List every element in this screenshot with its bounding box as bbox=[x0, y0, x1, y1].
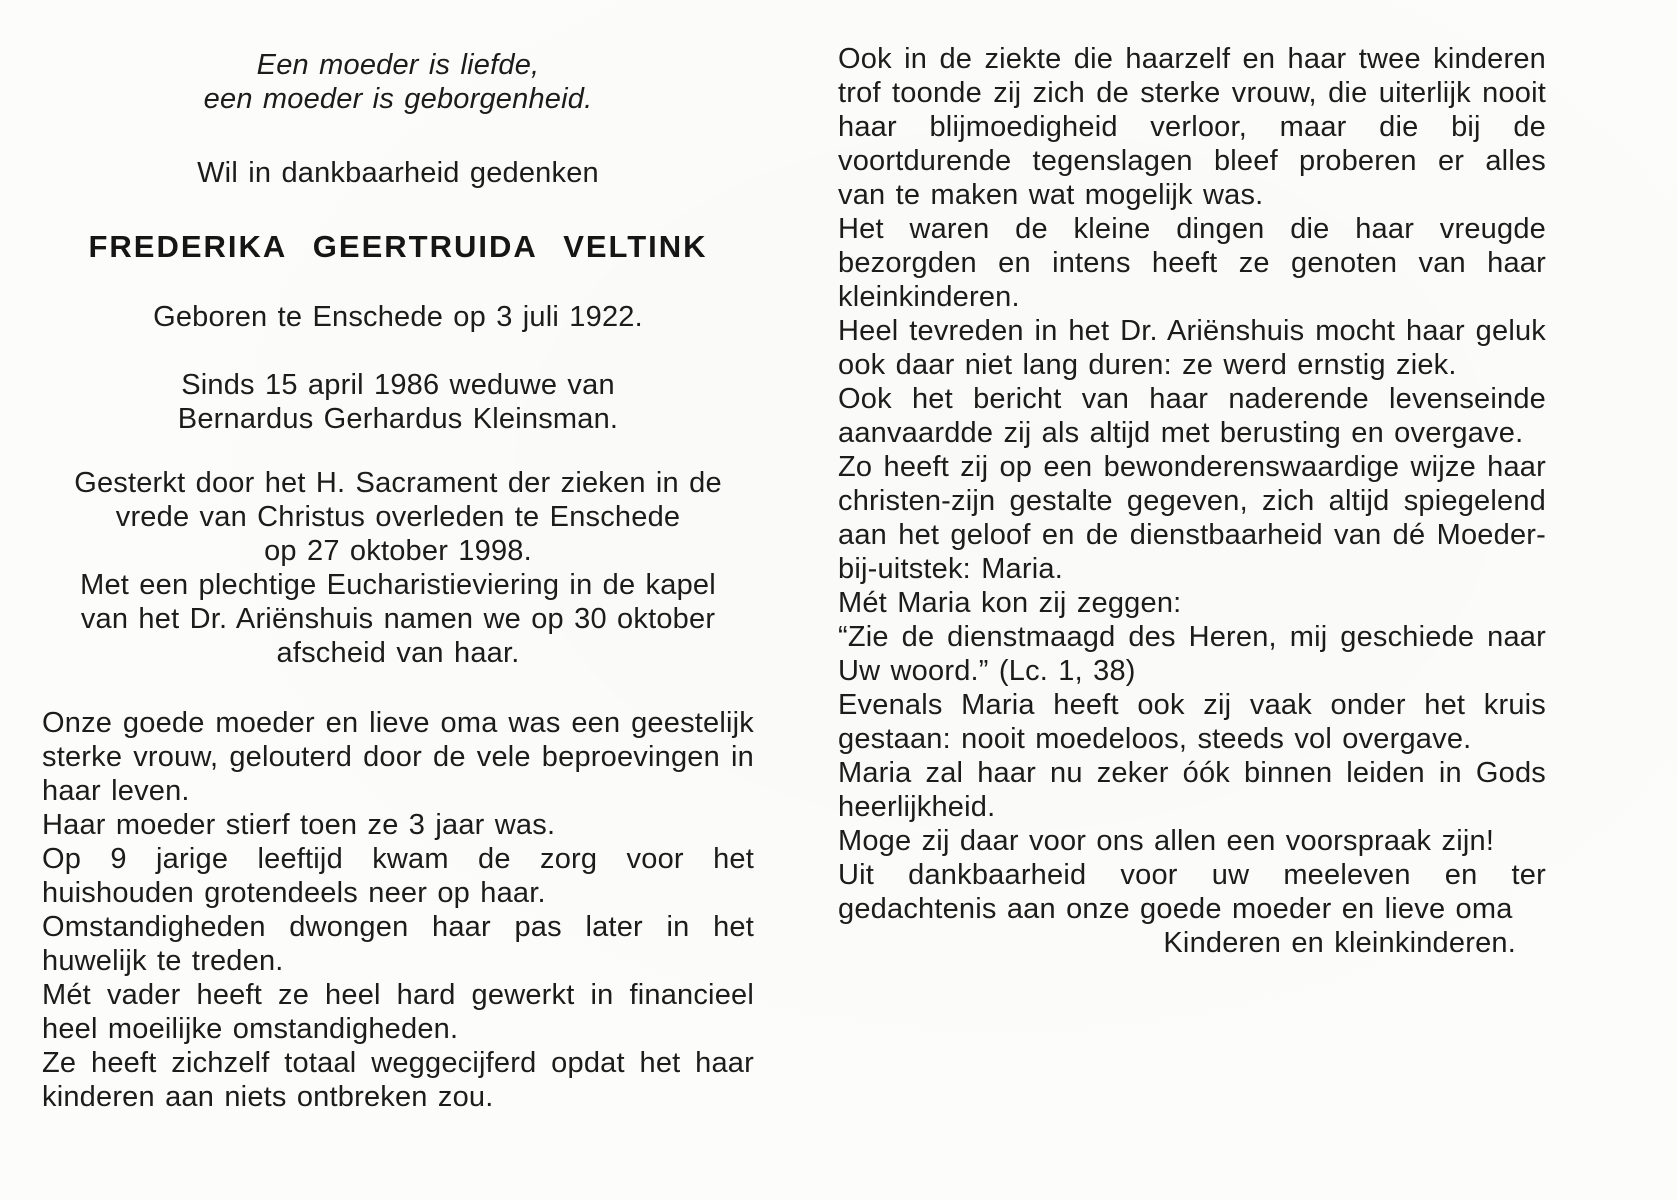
right-column bbox=[838, 42, 1546, 1200]
scripture-quote: “Zie de dienstmaagd des Heren, mij geschiede naar Uw woord.” (Lc. 1, 38) bbox=[838, 621, 1546, 687]
death-line-3: op 27 oktober 1998. bbox=[264, 535, 532, 567]
memorial-paragraph: Heel tevreden in het Dr. Ariënshuis mocht haar geluk ook daar niet lang duren: ze werd ernstig ziek. bbox=[838, 315, 1546, 381]
dedication-line: Wil in dankbaarheid gedenken bbox=[197, 157, 599, 189]
widow-line-2: Bernardus Gerhardus Kleinsman. bbox=[177, 403, 619, 435]
death-notice bbox=[42, 466, 754, 568]
memorial-paragraph: Het waren de kleine dingen die haar vreugde bezorgden en intens heeft ze genoten van haar kleinkinderen. bbox=[838, 213, 1546, 313]
death-line-1: Gesterkt door het H. Sacrament der zieken in de bbox=[74, 467, 722, 499]
memorial-paragraph: Maria zal haar nu zeker óók binnen leiden in Gods heerlijkheid. bbox=[838, 757, 1546, 823]
birth-line: Geboren te Enschede op 3 juli 1922. bbox=[153, 301, 643, 333]
biography-paragraph: Mét vader heeft ze heel hard gewerkt in financieel heel moeilijke omstandigheden. bbox=[42, 979, 754, 1045]
biography-paragraph: Haar moeder stierf toen ze 3 jaar was. bbox=[42, 809, 556, 841]
deceased-name: FREDERIKA GEERTRUIDA VELTINK bbox=[88, 229, 708, 264]
signature-line: Kinderen en kleinkinderen. bbox=[1163, 927, 1516, 959]
funeral-line-1: Met een plechtige Eucharistieviering in de kapel bbox=[80, 569, 716, 601]
funeral-notice bbox=[42, 568, 754, 670]
quote-line-2: een moeder is geborgenheid. bbox=[203, 83, 593, 115]
left-column bbox=[42, 42, 754, 1200]
memorial-paragraph: Mét Maria kon zij zeggen: bbox=[838, 587, 1182, 619]
widow-line-1: Sinds 15 april 1986 weduwe van bbox=[181, 369, 615, 401]
memorial-paragraph: Ook het bericht van haar naderende levenseinde aanvaardde zij als altijd met berusting en overgave. bbox=[838, 383, 1546, 449]
biography-paragraph: Omstandigheden dwongen haar pas later in het huwelijk te treden. bbox=[42, 911, 754, 977]
biography-paragraph: Onze goede moeder en lieve oma was een geestelijk sterke vrouw, gelouterd door de vele beproevingen in haar leven. bbox=[42, 707, 754, 807]
widow-notice bbox=[42, 368, 754, 436]
opening-quote bbox=[42, 48, 754, 116]
closing-paragraph: Uit dankbaarheid voor uw meeleven en ter gedachtenis aan onze goede moeder en lieve oma bbox=[838, 859, 1546, 925]
funeral-line-3: afscheid van haar. bbox=[276, 637, 520, 669]
memorial-paragraph: Moge zij daar voor ons allen een voorspraak zijn! bbox=[838, 825, 1495, 857]
memorial-paragraph: Evenals Maria heeft ook zij vaak onder het kruis gestaan: nooit moedeloos, steeds vol overgave. bbox=[838, 689, 1546, 755]
biography-paragraph: Op 9 jarige leeftijd kwam de zorg voor het huishouden grotendeels neer op haar. bbox=[42, 843, 754, 909]
memorial-paragraph: Ook in de ziekte die haarzelf en haar twee kinderen trof toonde zij zich de sterke vrouw, die uiterlijk nooit haar blijmoedigheid verloor, maar die bij de voortdurende tegenslagen bleef proberen er alles van te maken wat mogelijk was. bbox=[838, 43, 1546, 211]
memorial-paragraph: Zo heeft zij op een bewonderenswaardige wijze haar christen-zijn gestalte gegeven, zich altijd spiegelend aan het geloof en de dienstbaarheid van dé Moeder-bij-uitstek: Maria. bbox=[838, 451, 1546, 585]
memorial-text-section bbox=[838, 42, 1546, 858]
death-line-2: vrede van Christus overleden te Enschede bbox=[115, 501, 681, 533]
quote-line-1: Een moeder is liefde, bbox=[256, 49, 540, 81]
funeral-line-2: van het Dr. Ariënshuis namen we op 30 oktober bbox=[80, 603, 716, 635]
biography-section bbox=[42, 706, 754, 1114]
biography-paragraph: Ze heeft zichzelf totaal weggecijferd opdat het haar kinderen aan niets ontbreken zou. bbox=[42, 1047, 754, 1113]
